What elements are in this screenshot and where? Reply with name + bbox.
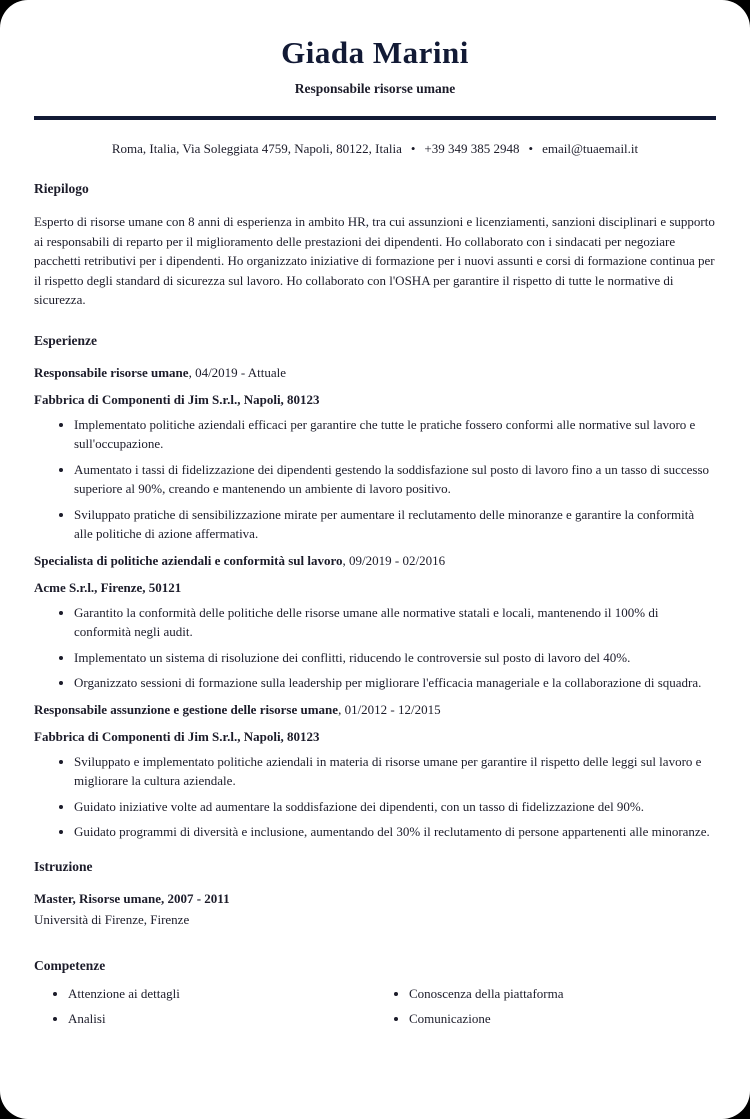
job-bullet: • Implementato politiche aziendali efficaci per garantire che tutte le pratiche fossero conformi alle normative sul lavoro e sull'occupazione. bbox=[74, 415, 716, 454]
job-title-line bbox=[34, 552, 716, 570]
job-bullet: • Sviluppato pratiche di sensibilizzazione mirate per aumentare il reclutamento delle minoranze e garantire la conformità alle politiche di azione affermativa. bbox=[74, 505, 716, 544]
job-company: Fabbrica di Componenti di Jim S.r.l., Napoli, 80123 bbox=[34, 391, 320, 407]
job-dates: , 04/2019 - Attuale bbox=[188, 364, 287, 380]
contact-email: email@tuaemail.it bbox=[542, 141, 639, 156]
job-title-line bbox=[34, 364, 716, 382]
skills-heading: Competenze bbox=[34, 957, 106, 973]
job-bullet: • Guidato programmi di diversità e inclusione, aumentando del 30% il reclutamento di persone appartenenti alle minoranze. bbox=[74, 822, 716, 842]
contact-separator: • bbox=[410, 141, 416, 156]
contact-phone: +39 349 385 2948 bbox=[424, 141, 520, 156]
skills-column-right bbox=[375, 985, 716, 1035]
contact-address: Roma, Italia, Via Soleggiata 4759, Napoli, 80122, Italia bbox=[111, 141, 402, 156]
header-divider bbox=[34, 116, 716, 120]
job-entry bbox=[34, 552, 716, 693]
contact-line bbox=[34, 140, 716, 158]
job-bullet: • Garantito la conformità delle politiche delle risorse umane alle normative statali e locali, mantenendo il 100% di conformità negli audit. bbox=[74, 603, 716, 642]
job-role: Responsabile risorse umane bbox=[34, 364, 189, 380]
job-dates: , 09/2019 - 02/2016 bbox=[342, 552, 446, 568]
job-bullet: • Sviluppato e implementato politiche aziendali in materia di risorse umane per garantire il rispetto delle leggi sul lavoro e migliorare la cultura aziendale. bbox=[74, 752, 716, 791]
job-company: Acme S.r.l., Firenze, 50121 bbox=[34, 579, 182, 595]
job-bullets bbox=[34, 415, 716, 544]
skill-item: • Comunicazione bbox=[409, 1010, 716, 1028]
skill-item: • Analisi bbox=[68, 1010, 375, 1028]
candidate-title: Responsabile risorse umane bbox=[294, 81, 456, 96]
skills-grid bbox=[34, 985, 716, 1035]
contact-separator: • bbox=[528, 141, 534, 156]
job-role: Responsabile assunzione e gestione delle risorse umane bbox=[34, 701, 339, 717]
job-bullets bbox=[34, 603, 716, 693]
skill-item: • Attenzione ai dettagli bbox=[68, 985, 375, 1003]
job-bullet: • Implementato un sistema di risoluzione dei conflitti, riducendo le controversie sul posto di lavoro del 40%. bbox=[74, 648, 716, 668]
job-title-line bbox=[34, 701, 716, 719]
job-bullet: • Aumentato i tassi di fidelizzazione dei dipendenti gestendo la soddisfazione sul posto di lavoro fino a un tasso di successo superiore al 90%, creando e mantenendo un ambiente di lavoro positivo. bbox=[74, 460, 716, 499]
skills-column-left bbox=[34, 985, 375, 1035]
education-school: Università di Firenze, Firenze bbox=[34, 911, 190, 927]
summary-text: Esperto di risorse umane con 8 anni di esperienza in ambito HR, tra cui assunzioni e licenziamenti, sanzioni disciplinari e supporto ai responsabili di reparto per il miglioramento delle prestazioni dei dipendenti. Ho collaborato con i sindacati per negoziare pacchetti retributivi per i dipendenti. Ho organizzato iniziative di formazione per i nuovi assunti e corsi di formazione continua per il rispetto degli standard di sicurezza sul lavoro. Ho collaborato con l'OSHA per garantire il rispetto di tutte le normative di sicurezza. bbox=[34, 214, 715, 307]
education-heading: Istruzione bbox=[34, 858, 93, 874]
job-bullet: • Guidato iniziative volte ad aumentare la soddisfazione dei dipendenti, con un tasso di fidelizzazione del 90%. bbox=[74, 797, 716, 817]
job-entry bbox=[34, 364, 716, 544]
summary-heading: Riepilogo bbox=[34, 181, 89, 196]
job-entry bbox=[34, 701, 716, 842]
job-role: Specialista di politiche aziendali e conformità sul lavoro bbox=[34, 552, 343, 568]
education-degree: Master, Risorse umane, 2007 - 2011 bbox=[34, 890, 230, 906]
job-bullets bbox=[34, 752, 716, 842]
job-company: Fabbrica di Componenti di Jim S.r.l., Napoli, 80123 bbox=[34, 728, 320, 744]
job-dates: , 01/2012 - 12/2015 bbox=[338, 701, 441, 717]
job-bullet: • Organizzato sessioni di formazione sulla leadership per migliorare l'efficacia manageriale e la collaborazione di squadra. bbox=[74, 673, 716, 693]
experience-heading: Esperienze bbox=[34, 332, 97, 348]
candidate-name: Giada Marini bbox=[281, 35, 469, 70]
skill-item: • Conoscenza della piattaforma bbox=[409, 985, 716, 1003]
